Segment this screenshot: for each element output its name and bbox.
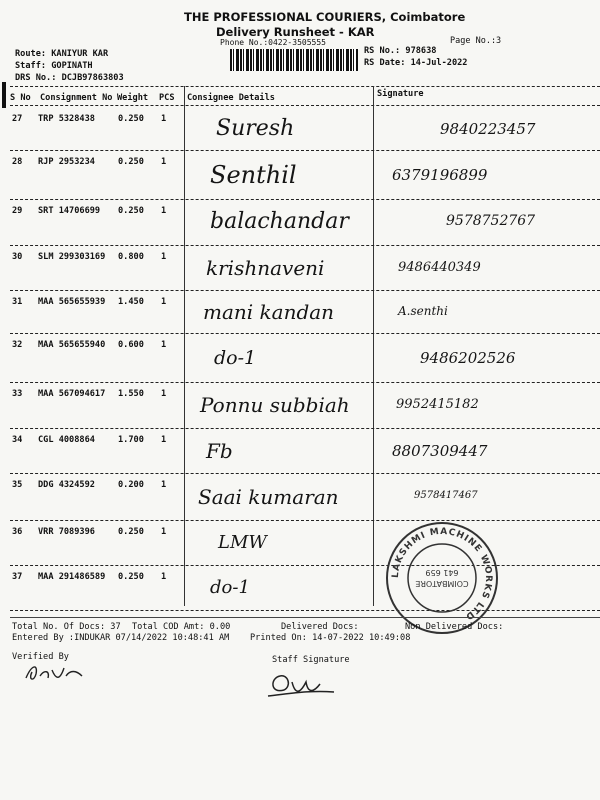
company-stamp-icon [384, 520, 500, 636]
row-signature: 9578417467 [414, 490, 478, 501]
row-signature: A.senthi [398, 304, 448, 318]
non-delivered-docs: Non Delivered Docs: [405, 622, 504, 632]
row-consignee-name: balachandar [210, 209, 349, 234]
row-weight: 0.800 [118, 252, 144, 262]
row-weight: 0.250 [118, 527, 144, 537]
row-sno: 31 [12, 297, 23, 307]
row-consignee-name: Ponnu subbiah [200, 393, 350, 417]
row-consignee-name: Senthil [210, 161, 297, 189]
row-signature: 9486202526 [420, 348, 516, 367]
row-divider [10, 520, 600, 521]
row-consignment: SRT 14706699 [38, 206, 101, 216]
column-divider [373, 86, 374, 606]
row-weight: 1.450 [118, 297, 144, 307]
row-consignment: VRR 7089396 [38, 527, 95, 537]
row-consignment: TRP 5328438 [38, 114, 95, 124]
row-weight: 0.250 [118, 572, 144, 582]
delivered-docs: Delivered Docs: [281, 622, 359, 632]
header-rule [10, 105, 600, 106]
row-consignee-name: mani kandan [203, 300, 335, 324]
row-divider [10, 428, 600, 429]
row-consignment: CGL 4008864 [38, 435, 95, 445]
row-weight: 1.550 [118, 389, 144, 399]
rs-number: RS No.: 978638 [364, 46, 437, 56]
table-top-rule [10, 86, 600, 87]
col-sno: S No [10, 93, 31, 103]
row-consignment: MAA 565655939 [38, 297, 106, 307]
row-sno: 32 [12, 340, 23, 350]
row-sno: 27 [12, 114, 23, 124]
row-signature: 9486440349 [398, 259, 481, 275]
row-signature: 9840223457 [440, 119, 536, 138]
verifier-signature-icon [22, 660, 92, 686]
row-sno: 29 [12, 206, 23, 216]
row-pcs: 1 [161, 157, 167, 167]
printed-on: Printed On: 14-07-2022 10:49:08 [250, 633, 411, 643]
row-pcs: 1 [161, 572, 167, 582]
verified-by-label: Verified By [12, 652, 69, 662]
staff-label: Staff: GOPINATH [15, 61, 93, 71]
stamp-pin: 641 659 [425, 568, 459, 577]
row-consignment: MAA 291486589 [38, 572, 106, 582]
total-cod: Total COD Amt: 0.00 [132, 622, 231, 632]
row-weight: 1.700 [118, 435, 144, 445]
stamp-city: COIMBATORE [415, 579, 469, 588]
col-weight: Weight [117, 93, 149, 103]
entered-by: Entered By :INDUKAR 07/14/2022 10:48:41 AM [12, 633, 230, 643]
rs-date: RS Date: 14-Jul-2022 [364, 58, 468, 68]
row-sno: 33 [12, 389, 23, 399]
total-docs: Total No. Of Docs: 37 [12, 622, 121, 632]
scan-edge-mark [2, 82, 6, 108]
row-divider [10, 473, 600, 474]
staff-signature-icon [262, 668, 342, 702]
row-consignee-name: Fb [206, 439, 233, 463]
row-consignment: RJP 2953234 [38, 157, 95, 167]
row-weight: 0.200 [118, 480, 144, 490]
row-consignment: DDG 4324592 [38, 480, 95, 490]
col-consignment: Consignment No [40, 93, 113, 103]
col-consignee: Consignee Details [187, 93, 275, 103]
row-divider [10, 610, 600, 611]
phone-number: Phone No.:0422-3505555 [220, 38, 326, 47]
stamp-ring-text: LAKSHMI MACHINE WORKS LTD [390, 526, 494, 622]
row-divider [10, 565, 600, 566]
row-pcs: 1 [161, 435, 167, 445]
staff-signature-label: Staff Signature [272, 655, 350, 665]
row-consignee-name: do-1 [214, 346, 257, 369]
row-sno: 35 [12, 480, 23, 490]
row-pcs: 1 [161, 480, 167, 490]
col-signature: Signature [377, 89, 424, 99]
row-weight: 0.250 [118, 157, 144, 167]
company-title: THE PROFESSIONAL COURIERS, Coimbatore [184, 10, 466, 24]
row-pcs: 1 [161, 252, 167, 262]
page-number: Page No.:3 [450, 36, 502, 46]
row-sno: 37 [12, 572, 23, 582]
route-label: Route: KANIYUR KAR [15, 49, 109, 59]
row-pcs: 1 [161, 114, 167, 124]
row-signature: 9578752767 [446, 213, 536, 229]
row-sno: 30 [12, 252, 23, 262]
row-consignee-name: LMW [218, 532, 267, 553]
column-divider [184, 86, 185, 606]
row-pcs: 1 [161, 297, 167, 307]
row-divider [10, 290, 600, 291]
drs-number: DRS No.: DCJB97863803 [15, 73, 124, 83]
row-weight: 0.250 [118, 114, 144, 124]
row-divider [10, 199, 600, 200]
col-pcs: PCS [159, 93, 175, 103]
barcode-icon [230, 49, 358, 71]
footer-rule [10, 617, 600, 618]
row-pcs: 1 [161, 206, 167, 216]
row-divider [10, 150, 600, 151]
row-sno: 28 [12, 157, 23, 167]
row-consignment: SLM 299303169 [38, 252, 106, 262]
row-sno: 34 [12, 435, 23, 445]
row-consignment: MAA 567094617 [38, 389, 106, 399]
row-divider [10, 245, 600, 246]
row-weight: 0.250 [118, 206, 144, 216]
row-consignee-name: Saai kumaran [198, 485, 339, 509]
row-pcs: 1 [161, 527, 167, 537]
row-consignee-name: Suresh [216, 116, 295, 141]
row-pcs: 1 [161, 389, 167, 399]
row-signature: 8807309447 [392, 441, 488, 460]
row-sno: 36 [12, 527, 23, 537]
row-consignment: MAA 565655940 [38, 340, 106, 350]
runsheet-title: Delivery Runsheet - KAR [216, 25, 375, 39]
row-signature: 6379196899 [392, 165, 488, 184]
row-signature: 9952415182 [396, 396, 479, 412]
row-divider [10, 333, 600, 334]
row-pcs: 1 [161, 340, 167, 350]
row-consignee-name: do-1 [210, 577, 250, 598]
row-weight: 0.600 [118, 340, 144, 350]
row-consignee-name: krishnaveni [206, 256, 325, 280]
row-divider [10, 382, 600, 383]
